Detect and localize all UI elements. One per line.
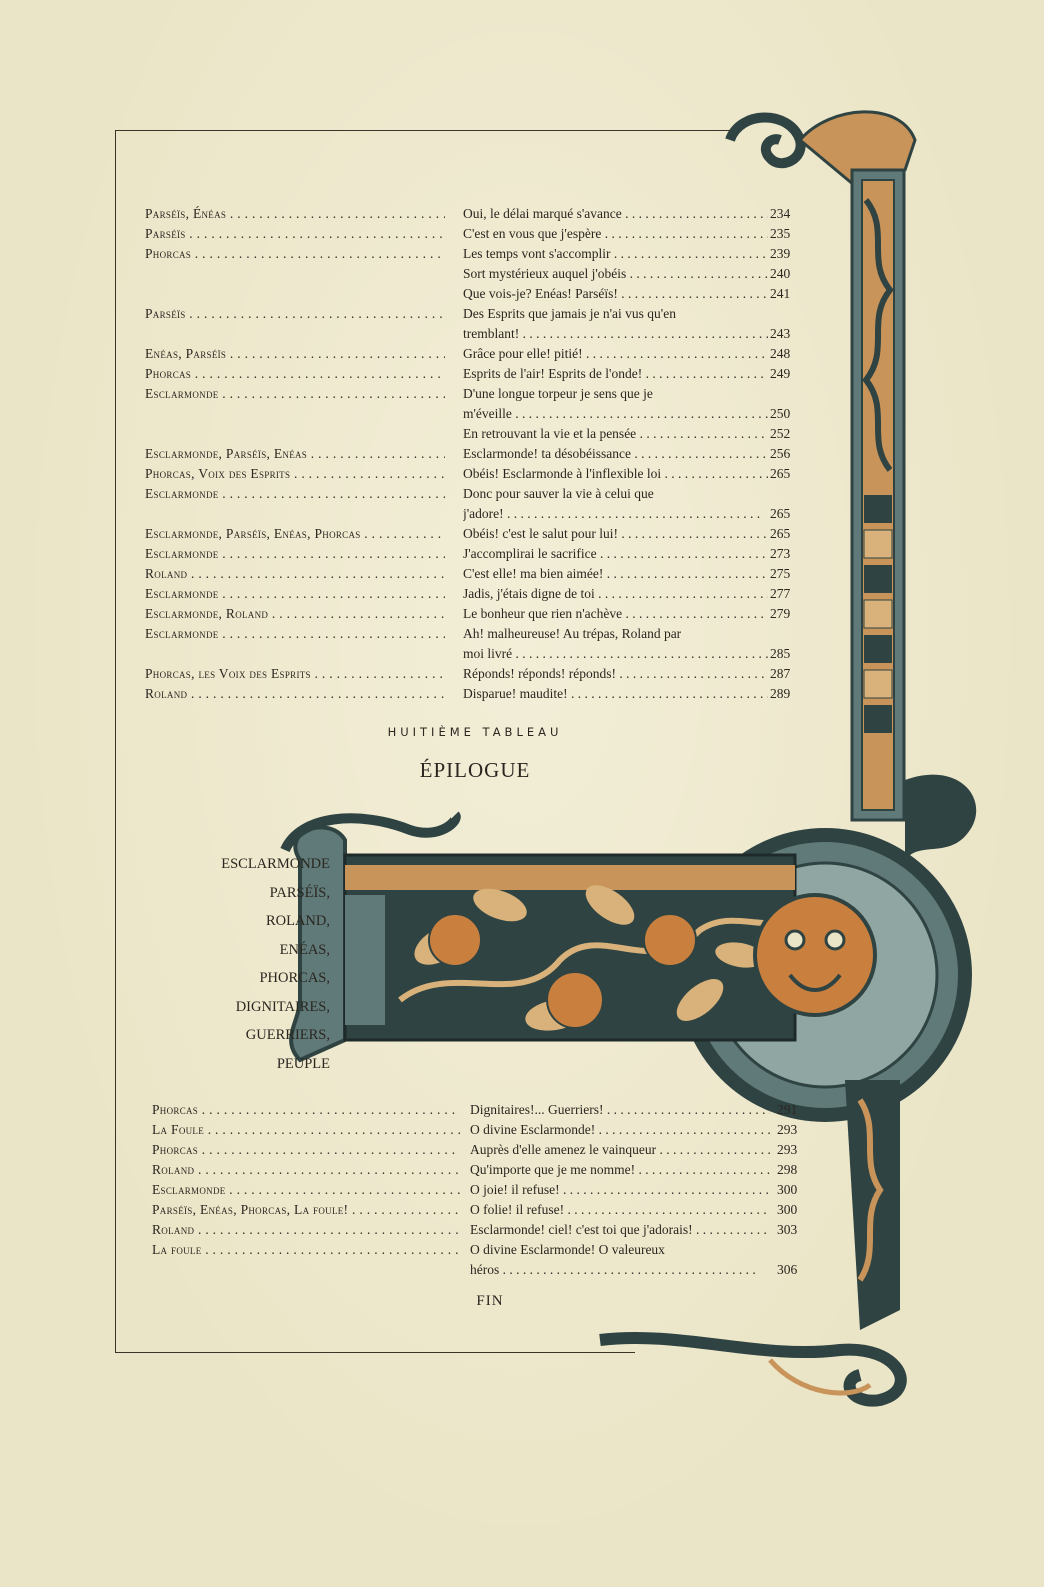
tableau-title: HUITIÈME TABLEAU [387,725,563,739]
speaker-name [152,1100,460,1120]
verse-line [463,564,768,584]
banner-side-panel [345,895,385,1025]
page-number: 241 [770,286,791,301]
verse-line [463,224,768,244]
cast-list [130,850,330,1078]
banner-frieze [345,865,795,890]
verse-text: O divine Esclarmonde! [470,1122,596,1137]
verse-line [463,544,768,564]
speaker-text: Parséïs [145,306,186,321]
speaker-name [145,384,445,404]
verse-text: Auprès d'elle amenez le vainqueur [470,1142,657,1157]
cast-member: ESCLARMONDE [221,856,330,872]
verse-text: O folie! il refuse! [470,1202,565,1217]
verse-line [463,464,768,484]
page-number: 293 [777,1142,798,1157]
speaker-text: Roland [152,1162,195,1177]
speaker-text: Esclarmonde [145,546,219,561]
epilogue-title: ÉPILOGUE [419,758,531,782]
verse-line [470,1100,770,1120]
verse-line [463,644,768,664]
verse-text: tremblant! [463,326,520,341]
speaker-text: Esclarmonde [152,1182,226,1197]
verse-text: J'accomplirai le sacrifice [463,546,597,561]
page-number: 240 [770,266,791,281]
page-number: 256 [770,446,791,461]
verse-text: Qu'importe que je me nomme! [470,1162,636,1177]
speaker-text: Parséïs, Enéas, Phorcas, La foule! [152,1202,349,1217]
verse-line [470,1200,770,1220]
speaker-text: Roland [145,686,188,701]
speaker-name [145,484,445,504]
verse-text: Oui, le délai marqué s'avance [463,206,622,221]
verse-line [463,404,768,424]
verse-line [463,264,768,284]
speaker-text: La Foule [152,1122,205,1137]
verse-text: Donc pour sauver la vie à celui que [463,486,654,501]
page-number: 300 [777,1182,798,1197]
page-number: 252 [770,426,791,441]
cast-member: GUERRIERS, [245,1027,330,1043]
verse-line [470,1120,770,1140]
frame-top-line [115,130,730,131]
verse-line [463,204,768,224]
speaker-text: Esclarmonde, Parséïs, Enéas [145,446,308,461]
page-number: 248 [770,346,791,361]
speaker-text: Esclarmonde [145,626,219,641]
pillar-squares [864,495,892,733]
page-number: 265 [770,506,791,521]
speaker-name [145,344,445,364]
verse-line [463,584,768,604]
verse-line [470,1140,770,1160]
speaker-text: Esclarmonde, Parséïs, Enéas, Phorcas [145,526,361,541]
speaker-name [152,1180,460,1200]
page-number: 291 [777,1102,798,1117]
speaker-text: Parséïs, Énéas [145,206,227,221]
page-number: 285 [770,646,791,661]
speaker-name [145,564,445,584]
verse-line [463,524,768,544]
speaker-name [152,1240,460,1260]
verse-text: C'est en vous que j'espère [463,226,602,241]
verse-text: j'adore! [463,506,504,521]
verse-text: Disparue! maudite! [463,686,568,701]
page-number: 275 [770,566,791,581]
page-number: 250 [770,406,791,421]
verse-text: D'une longue torpeur je sens que je [463,386,653,401]
verse-text: Esclarmonde! ta désobéissance [463,446,631,461]
speaker-text: Parséïs [145,226,186,241]
page-number: 300 [777,1202,798,1217]
verse-text: Le bonheur que rien n'achève [463,606,623,621]
verse-line [463,344,768,364]
cast-member: PEUPLE [276,1055,330,1072]
verse-text: O divine Esclarmonde! O valeureux [470,1242,665,1257]
fin-label: FIN [476,1293,504,1309]
page-number: 249 [770,366,791,381]
verse-line [463,364,768,384]
page-number: 235 [770,226,791,241]
speaker-name [152,1120,460,1140]
speaker-text: Phorcas [145,246,192,261]
verse-text: Ah! malheureuse! Au trépas, Roland par [463,626,682,641]
verse-text: moi livré [463,646,513,661]
speaker-name [145,664,445,684]
verse-line [463,424,768,444]
speaker-name [152,1140,460,1160]
verse-line [470,1220,770,1240]
lion-head-ornament [755,895,875,1015]
orange-fruit-1 [429,914,481,966]
speaker-name [145,204,445,224]
speaker-name [145,524,445,544]
orange-fruit-3 [644,914,696,966]
verse-line [470,1240,770,1260]
speaker-text: Esclarmonde, Roland [145,606,269,621]
frame-left-line [115,130,116,1353]
verse-line [463,304,768,324]
verse-line [463,664,768,684]
cast-member: PARSÉÏS, [269,884,330,901]
page-number: 289 [770,686,791,701]
speaker-text: Enéas, Parséïs [145,346,227,361]
speaker-name [145,544,445,564]
verse-text: En retrouvant la vie et la pensée [463,426,637,441]
verse-text: Obéis! Esclarmonde à l'inflexible loi [463,466,662,481]
verse-text: Sort mystérieux auquel j'obéis [463,266,627,281]
speaker-name [145,584,445,604]
speaker-name [145,304,445,324]
speaker-name [145,224,445,244]
verse-line [463,244,768,264]
page-number: 293 [777,1122,798,1137]
speaker-name [145,464,445,484]
page-number: 303 [777,1222,798,1237]
cast-member: DIGNITAIRES, [235,998,330,1015]
page-number: 265 [770,466,791,481]
speaker-text: Phorcas [152,1142,199,1157]
page-number: 239 [770,246,791,261]
page-number: 277 [770,586,791,601]
verse-text: m'éveille [463,406,512,421]
verse-line [463,504,768,524]
cast-member: PHORCAS, [259,970,330,986]
speaker-name [145,684,445,704]
speaker-name [152,1160,460,1180]
verse-line [463,444,768,464]
verse-text: héros [470,1262,500,1277]
cast-member: ENÉAS, [279,941,330,958]
page-number: 273 [770,546,791,561]
cast-member: ROLAND, [265,913,330,929]
verse-text: Obéis! c'est le salut pour lui! [463,526,619,541]
speaker-text: Esclarmonde [145,586,219,601]
verse-line [463,604,768,624]
speaker-text: Esclarmonde [145,386,219,401]
speaker-text: Roland [152,1222,195,1237]
speaker-name [145,624,445,644]
verse-line [470,1260,770,1280]
verse-text: Dignitaires!... Guerriers! [470,1102,604,1117]
page-number: 243 [770,326,791,341]
verse-text: C'est elle! ma bien aimée! [463,566,604,581]
verse-text: Les temps vont s'accomplir [463,246,611,261]
verse-text: Esprits de l'air! Esprits de l'onde! [463,366,643,381]
verse-line [463,624,768,644]
speaker-text: Phorcas, Voix des Esprits [145,466,291,481]
verse-line [470,1160,770,1180]
verse-line [463,324,768,344]
page-number: 234 [770,206,791,221]
verse-line [470,1180,770,1200]
verse-text: Jadis, j'étais digne de toi [463,586,595,601]
verse-line [463,484,768,504]
speaker-text: Esclarmonde [145,486,219,501]
frame-bottom-line [115,1352,635,1353]
verse-line [463,684,768,704]
verse-line [463,384,768,404]
speaker-name [145,444,445,464]
speaker-name [145,364,445,384]
speaker-name [152,1220,460,1240]
speaker-text: Roland [145,566,188,581]
speaker-name [145,244,445,264]
right-leaf-ornament [905,775,976,860]
verse-text: Esclarmonde! ciel! c'est toi que j'adorais! [470,1222,693,1237]
speaker-text: Phorcas [152,1102,199,1117]
speaker-text: Phorcas [145,366,192,381]
verse-text: O joie! il refuse! [470,1182,560,1197]
orange-fruit-2 [547,972,603,1028]
speaker-text: Phorcas, les Voix des Esprits [145,666,311,681]
verse-line [463,284,768,304]
page-number: 306 [777,1262,798,1277]
speaker-name [145,604,445,624]
speaker-name [152,1200,460,1220]
page-number: 287 [770,666,791,681]
verse-text: Des Esprits que jamais je n'ai vus qu'en [463,306,676,321]
verse-text: Réponds! réponds! réponds! [463,666,616,681]
page-number: 298 [777,1162,798,1177]
page-number: 279 [770,606,791,621]
verse-text: Que vois-je? Enéas! Parséïs! [463,286,618,301]
page-number: 265 [770,526,791,541]
speaker-text: La foule [152,1242,202,1257]
verse-text: Grâce pour elle! pitié! [463,346,583,361]
top-scroll-ornament [730,118,801,164]
